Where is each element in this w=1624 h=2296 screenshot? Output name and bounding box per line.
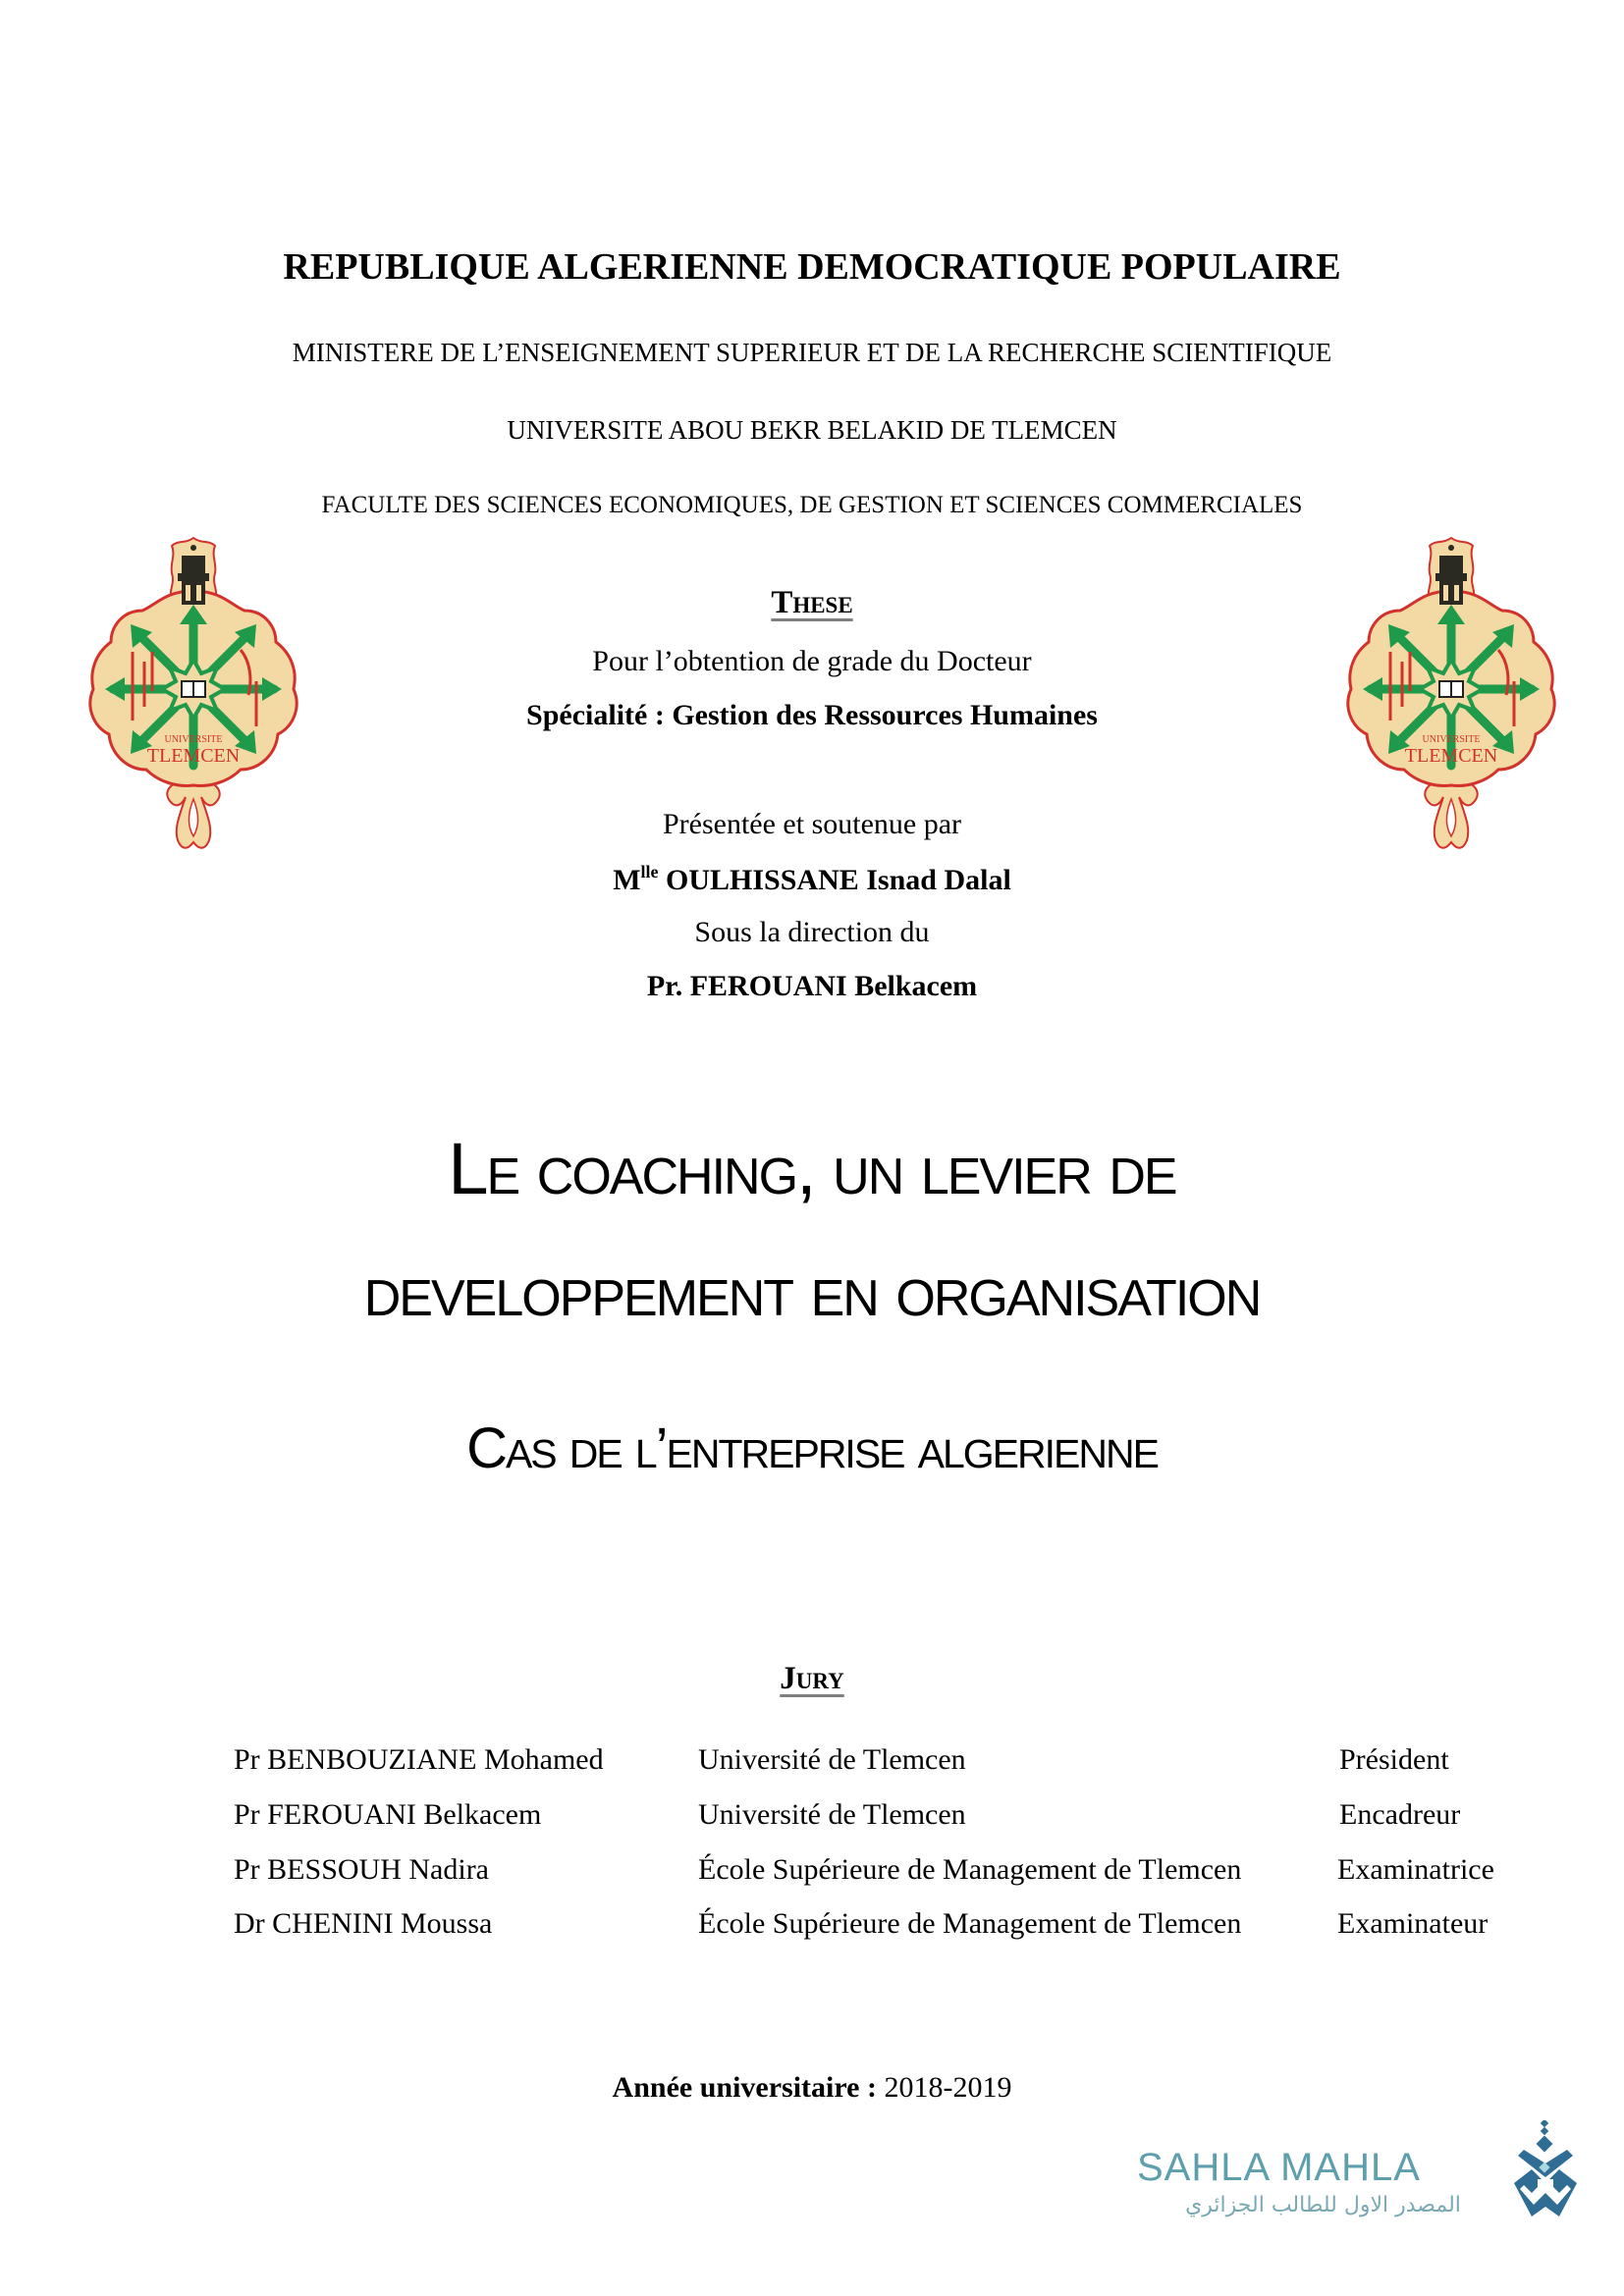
speciality-value: Gestion des Ressources Humaines: [672, 699, 1098, 731]
presented-by-label: Présentée et soutenue par: [662, 808, 962, 840]
svg-text:TLEMCEN: TLEMCEN: [1404, 745, 1498, 767]
ministry-heading: MINISTERE DE L’ENSEIGNEMENT SUPERIEUR ET DE LA RECHERCHE SCIENTIFIQUE: [292, 338, 1332, 367]
jury-heading-text: Jury: [780, 1661, 844, 1696]
author-line: [0, 862, 1624, 897]
jury-member-name: Dr CHENINI Moussa: [234, 1907, 493, 1940]
direction-label: Sous la direction du: [694, 916, 930, 948]
jury-row: [0, 1798, 1624, 1838]
jury-member-role: Président: [1339, 1743, 1449, 1776]
author-name: OULHISSANE Isnad Dalal: [666, 864, 1011, 896]
svg-text:UNIVERSITE: UNIVERSITE: [164, 734, 223, 745]
academic-year-label: Année universitaire :: [612, 2071, 877, 2104]
university-heading: UNIVERSITE ABOU BEKR BELAKID DE TLEMCEN: [507, 415, 1117, 445]
svg-text:UNIVERSITE: UNIVERSITE: [1422, 734, 1481, 745]
sahla-mahla-watermark: [1129, 2120, 1581, 2223]
thesis-purpose: Pour l’obtention de grade du Docteur: [592, 645, 1032, 677]
jury-member-affiliation: École Supérieure de Management de Tlemcen: [698, 1907, 1242, 1940]
university-emblem-left: [83, 534, 303, 852]
svg-text:TLEMCEN: TLEMCEN: [146, 745, 241, 767]
thesis-subtitle: Cas de l’entreprise algerienne: [466, 1416, 1158, 1480]
jury-member-affiliation: Université de Tlemcen: [698, 1743, 966, 1776]
jury-row: [0, 1743, 1624, 1783]
jury-member-affiliation: École Supérieure de Management de Tlemcen: [698, 1853, 1242, 1886]
jury-member-role: Encadreur: [1339, 1798, 1461, 1831]
republic-heading: REPUBLIQUE ALGERIENNE DEMOCRATIQUE POPULAIRE: [283, 246, 1341, 288]
jury-member-name: Pr BENBOUZIANE Mohamed: [234, 1743, 604, 1776]
jury-member-name: Pr BESSOUH Nadira: [234, 1853, 489, 1886]
jury-heading: [0, 1661, 1624, 1697]
thesis-label: [0, 585, 1624, 621]
sahla-mahla-logo-icon: [1510, 2120, 1581, 2218]
faculty-heading: FACULTE DES SCIENCES ECONOMIQUES, DE GESTION ET SCIENCES COMMERCIALES: [321, 492, 1303, 518]
author-title-sup: lle: [640, 862, 659, 881]
speciality-line: [0, 699, 1624, 732]
academic-year: [0, 2071, 1624, 2105]
academic-year-value: 2018-2019: [884, 2071, 1012, 2104]
jury-member-name: Pr FEROUANI Belkacem: [234, 1798, 542, 1831]
speciality-label: Spécialité :: [526, 699, 665, 731]
author-title: M: [613, 864, 641, 896]
sahla-mahla-tagline: المصدر الاول للطالب الجزائري: [1185, 2193, 1461, 2217]
university-emblem-right: [1341, 534, 1561, 852]
supervisor-name: Pr. FEROUANI Belkacem: [646, 970, 978, 1002]
jury-row: [0, 1907, 1624, 1947]
jury-member-role: Examinateur: [1337, 1907, 1489, 1940]
tlemcen-emblem-icon: [1341, 534, 1561, 852]
jury-member-affiliation: Université de Tlemcen: [698, 1798, 966, 1831]
thesis-title-line-2: developpement en organisation: [363, 1250, 1261, 1331]
thesis-label-text: These: [771, 585, 853, 620]
sahla-mahla-brand: SAHLA MAHLA: [1137, 2146, 1421, 2189]
tlemcen-emblem-icon: [83, 534, 303, 852]
thesis-title-line-1: Le coaching, un levier de: [448, 1128, 1176, 1209]
jury-member-role: Examinatrice: [1337, 1853, 1494, 1886]
jury-row: [0, 1853, 1624, 1893]
